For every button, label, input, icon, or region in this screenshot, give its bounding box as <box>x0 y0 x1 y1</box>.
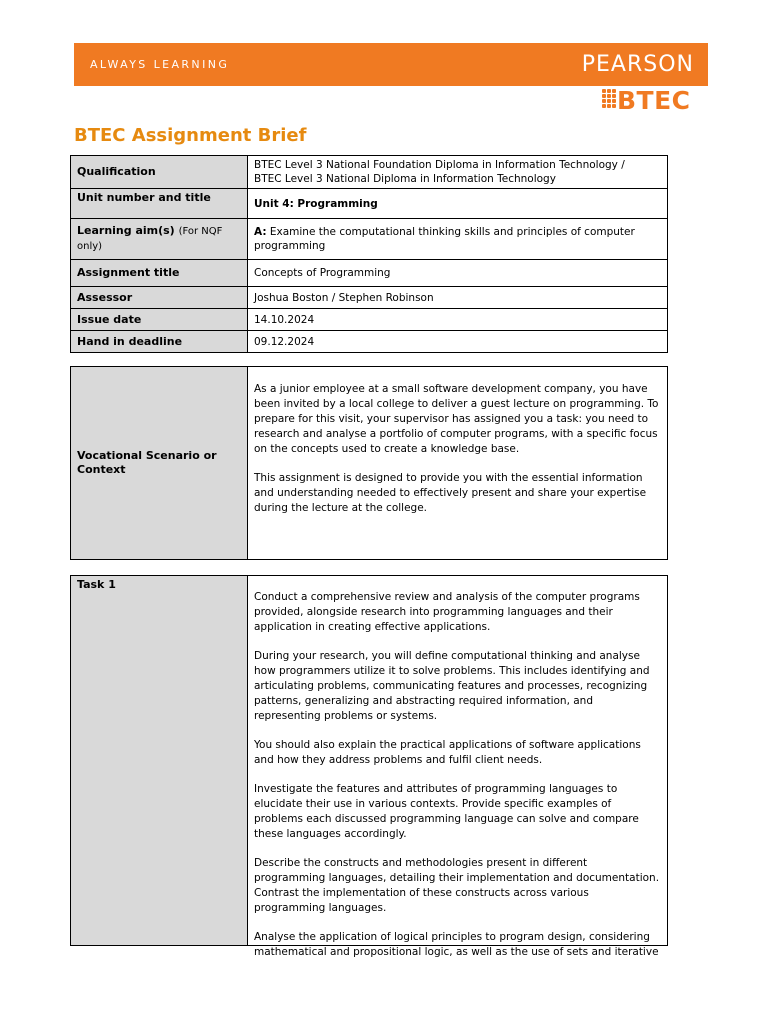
assignment-title-label: Assignment title <box>71 260 248 287</box>
row-qualification <box>71 156 668 189</box>
assignment-details-table <box>70 155 668 353</box>
row-unit <box>71 189 668 219</box>
pearson-logo: PEARSON <box>581 52 694 77</box>
btec-logo-text: BTEC <box>617 86 691 115</box>
task-1-content <box>254 590 661 958</box>
row-assessor <box>71 287 668 309</box>
btec-dots-icon <box>602 89 616 113</box>
learning-aim-value <box>248 219 668 260</box>
scenario-value <box>248 367 668 560</box>
issue-date-label: Issue date <box>71 309 248 331</box>
row-scenario <box>71 367 668 560</box>
scenario-label: Vocational Scenario or Context <box>71 367 248 560</box>
task-1-paragraph: Conduct a comprehensive review and analysis of the computer programs provided, alongside research into programming languages and their application in creating effective applications. <box>254 591 640 633</box>
unit-label: Unit number and title <box>71 189 248 219</box>
issue-date-value: 14.10.2024 <box>248 309 668 331</box>
assessor-value: Joshua Boston / Stephen Robinson <box>248 287 668 309</box>
qualification-label: Qualification <box>71 156 248 189</box>
qualification-line-2: BTEC Level 3 National Diploma in Information Technology <box>254 173 556 185</box>
pearson-banner <box>74 43 708 86</box>
scenario-paragraph: This assignment is designed to provide you with the essential information and understanding needed to effectively present and share your expertise during the lecture at the college. <box>254 472 647 514</box>
assignment-title-value: Concepts of Programming <box>248 260 668 287</box>
qualification-value <box>248 156 668 189</box>
qualification-line-1: BTEC Level 3 National Foundation Diploma in Information Technology / <box>254 159 625 171</box>
btec-logo <box>602 86 702 116</box>
learning-aim-label <box>71 219 248 260</box>
assessor-label: Assessor <box>71 287 248 309</box>
task-1-paragraph: Analyse the application of logical principles to program design, considering mathematical and propositional logic, as well as the use of sets and iterative <box>254 931 659 958</box>
task-1-value <box>248 576 668 958</box>
learning-aim-note: (For NQF only) <box>77 226 223 252</box>
learning-aim-prefix: A: <box>254 226 267 238</box>
document-title: BTEC Assignment Brief <box>74 125 307 146</box>
row-assignment-title <box>71 260 668 287</box>
task-1-paragraph: Describe the constructs and methodologies present in different programming languages, detailing their implementation and documentation. Contrast the implementation of these constructs across various programming languages. <box>254 857 660 914</box>
scenario-table <box>70 366 668 560</box>
scenario-paragraph: As a junior employee at a small software development company, you have been invited by a local college to deliver a guest lecture on programming. To prepare for this visit, your supervisor has assigned you a task: you need to research and analyse a portfolio of computer programs, with a specific focus on the concepts used to create a knowledge base. <box>254 383 659 455</box>
row-learning-aim <box>71 219 668 260</box>
row-task-1 <box>71 576 668 946</box>
task-1-paragraph: You should also explain the practical applications of software applications and how they address problems and fulfil client needs. <box>254 739 641 766</box>
learning-aim-label-text: Learning aim(s) <box>77 224 175 237</box>
task-1-table <box>70 575 668 958</box>
unit-value: Unit 4: Programming <box>248 189 668 219</box>
row-issue-date <box>71 309 668 331</box>
task-1-paragraph: Investigate the features and attributes of programming languages to elucidate their use in various contexts. Provide specific examples of problems each discussed programming language can solve and compare these languages accordingly. <box>254 783 639 840</box>
task-1-label: Task 1 <box>71 576 248 946</box>
task-1-paragraph: During your research, you will define computational thinking and analyse how programmers utilize it to solve problems. This includes identifying and articulating problems, communicating features and processes, recognizing patterns, generalizing and abstracting required information, and representing problems or systems. <box>254 650 650 722</box>
row-hand-in-deadline <box>71 331 668 353</box>
learning-aim-text: Examine the computational thinking skills and principles of computer programming <box>254 226 635 252</box>
hand-in-deadline-label: Hand in deadline <box>71 331 248 353</box>
hand-in-deadline-value: 09.12.2024 <box>248 331 668 353</box>
banner-tagline: ALWAYS LEARNING <box>90 58 230 71</box>
